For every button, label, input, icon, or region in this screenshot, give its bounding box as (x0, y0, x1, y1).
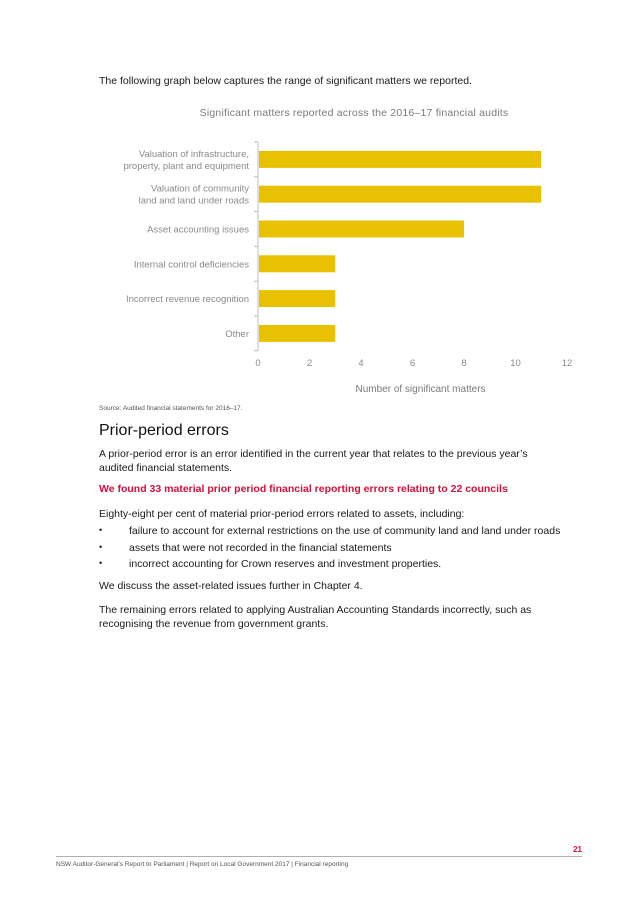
x-tick-label: 8 (461, 357, 467, 369)
bar (259, 186, 541, 203)
paragraph-definition-line-1: A prior-period error is an error identified in the current year that relates to the previous year’s (99, 448, 528, 460)
bar-chart (0, 0, 638, 400)
bar (259, 325, 335, 342)
x-tick-label: 2 (306, 357, 313, 369)
paragraph-definition (99, 447, 528, 475)
page-number: 21 (573, 845, 582, 854)
category-label: Valuation of community (150, 183, 249, 195)
x-tick-label: 0 (255, 357, 261, 369)
x-tick-label: 12 (561, 357, 573, 369)
x-tick-label: 10 (510, 357, 521, 369)
x-tick-label: 6 (409, 357, 416, 369)
category-label: Internal control deficiencies (133, 259, 249, 271)
bar (259, 151, 541, 168)
bullet-text: incorrect accounting for Crown reserves and investment properties. (129, 558, 442, 570)
bullet-marker: • (99, 525, 103, 535)
bar (259, 221, 464, 238)
category-label: Other (225, 328, 249, 340)
paragraph-remaining-line-2: recognising the revenue from government grants. (99, 618, 329, 630)
paragraph-remaining-errors (99, 603, 531, 631)
x-axis-label: Number of significant matters (355, 383, 486, 395)
category-label: Valuation of infrastructure, (138, 148, 249, 160)
paragraph-remaining-line-1: The remaining errors related to applying Australian Accounting Standards incorrectly, such as (99, 604, 532, 616)
bar (259, 255, 335, 272)
category-label: Asset accounting issues (147, 224, 249, 236)
key-finding: We found 33 material prior period financial reporting errors relating to 22 councils (99, 483, 508, 495)
paragraph-assets-intro: Eighty-eight per cent of material prior-period errors related to assets, including: (99, 508, 465, 520)
chart-source: Source: Audited financial statements for 2016–17. (99, 405, 243, 412)
x-tick-label: 4 (358, 357, 364, 369)
bullet-text: failure to account for external restrictions on the use of community land and land under roads (129, 525, 561, 537)
paragraph-chapter-ref: We discuss the asset-related issues further in Chapter 4. (99, 580, 363, 592)
bullet-marker: • (99, 542, 103, 552)
bullet-text: assets that were not recorded in the financial statements (129, 542, 392, 554)
paragraph-definition-line-2: audited financial statements. (99, 462, 233, 474)
bullet-marker: • (99, 558, 103, 568)
section-heading: Prior-period errors (99, 422, 229, 439)
category-label: Incorrect revenue recognition (125, 294, 249, 306)
category-label: property, plant and equipment (123, 160, 249, 172)
page-footer: NSW Auditor-General's Report to Parliament | Report on Local Government 2017 | Financial reporting (56, 861, 349, 868)
footer-divider (56, 856, 582, 857)
category-label: land and land under roads (138, 195, 249, 207)
intro-text: The following graph below captures the range of significant matters we reported. (99, 75, 472, 87)
bar (259, 290, 335, 307)
chart-title: Significant matters reported across the 2016–17 financial audits (199, 107, 509, 119)
